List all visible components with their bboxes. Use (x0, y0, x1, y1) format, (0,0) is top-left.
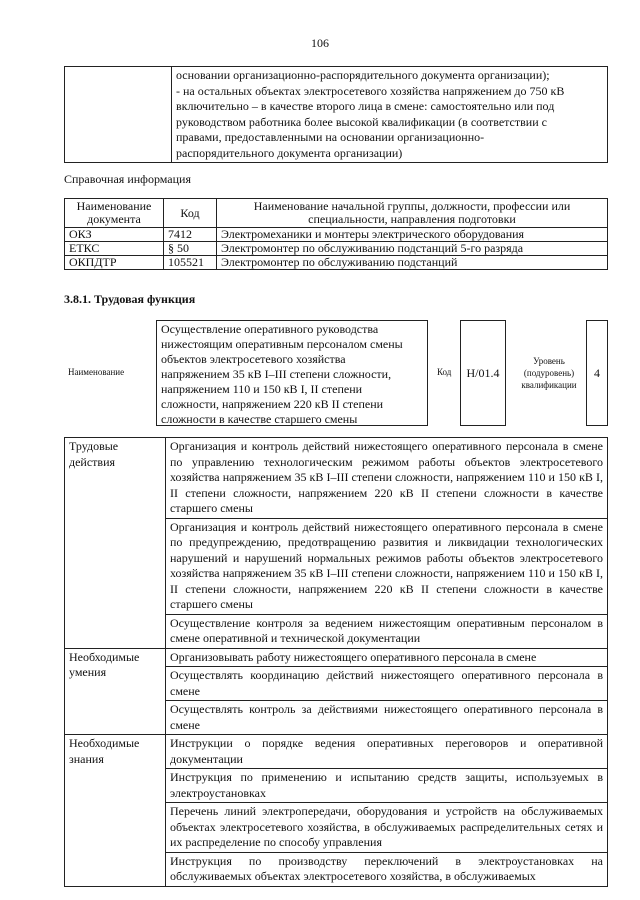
function-details-table (64, 437, 608, 887)
reference-name-cell: Электромонтер по обслуживанию подстанций (217, 256, 608, 270)
continuation-line: руководством работника более высокой квалификации (в соответствии с (176, 114, 547, 129)
action-item: Организация и контроль действий нижестоящего оперативного персонала в смене по управлению технологическим режимом работы объектов электросетевого хозяйства напряжением 35 кВ I–III степени сложности, напряжением 110 и 150 кВ I, II степени сложности, напряжением 220 кВ II степени сложности в качестве старшего смены (166, 438, 608, 519)
continuation-line: правами, предоставленными на основании организационно- (176, 130, 485, 144)
reference-header-row (65, 199, 608, 228)
knowledge-label: Необходимые знания (65, 735, 166, 887)
continuation-empty-cell (65, 67, 172, 163)
function-name-line: сложности в качестве старшего смены (161, 412, 358, 426)
section-title: 3.8.1. Трудовая функция (64, 292, 196, 306)
function-code-box: H/01.4 (460, 320, 506, 426)
table-row (65, 242, 608, 256)
action-item: Организация и контроль действий нижестоящего оперативного персонала в смене по предупреждению, предотвращению развития и ликвидации технологических нарушений и нарушений нормальных режимов работы объектов электросетевого хозяйства напряжением 35 кВ I–III степени сложности, напряжением 110 и 150 кВ I, II степени сложности, напряжением 220 кВ II степени сложности в качестве старшего смены (166, 518, 608, 614)
skill-item: Организовывать работу нижестоящего оперативного персонала в смене (166, 648, 608, 667)
reference-title: Справочная информация (64, 172, 191, 186)
function-name-line: Осуществление оперативного руководства (161, 322, 379, 336)
continuation-line: распорядительного документа организации) (176, 145, 403, 160)
table-row (65, 256, 608, 270)
function-code-label: Код (437, 367, 452, 377)
reference-table (64, 198, 608, 270)
reference-code-cell: 7412 (164, 228, 217, 242)
skill-item: Осуществлять контроль за действиями нижестоящего оперативного персонала в смене (166, 701, 608, 735)
page-number: 106 (311, 36, 329, 50)
continuation-text-cell (172, 67, 608, 163)
reference-code-cell: § 50 (164, 242, 217, 256)
reference-header-doc: Наименование документа (65, 199, 164, 228)
table-row (65, 648, 608, 667)
actions-label: Трудовые действия (65, 438, 166, 649)
knowledge-item: Перечень линий электропередачи, оборудования и устройств на обслуживаемых объектах электросетевого хозяйства, в обслуживаемых распределительных сетях и их распределение по способу управления (166, 803, 608, 853)
function-name-line: напряжением 35 кВ I–III степени сложности, (161, 367, 392, 381)
reference-doc-cell: ОКПДТР (65, 256, 164, 270)
continuation-table (64, 66, 608, 163)
reference-name-cell: Электромеханики и монтеры электрического оборудования (217, 228, 608, 242)
skills-label: Необходимые умения (65, 648, 166, 735)
reference-doc-cell: ОКЗ (65, 228, 164, 242)
function-name-line: нижестоящим оперативным персоналом смены (161, 337, 403, 351)
continuation-line: включительно – в качестве второго лица в смене: самостоятельно или под (176, 99, 555, 113)
qualification-level-box: 4 (586, 320, 608, 426)
function-name-box (156, 320, 428, 426)
reference-name-cell: Электромонтер по обслуживанию подстанций 5-го разряда (217, 242, 608, 256)
knowledge-item: Инструкция по производству переключений в электроустановках на обслуживаемых объектах электросетевого хозяйства, в обслуживаемых (166, 852, 608, 886)
qualification-level-label: Уровень (подуровень) квалификации (521, 356, 577, 390)
function-name-line: напряжением 110 и 150 кВ I, II степени (161, 382, 363, 396)
table-row (65, 735, 608, 769)
action-item: Осуществление контроля за ведением нижестоящим оперативным персоналом в смене оперативной и технической документации (166, 614, 608, 648)
function-name-line: сложности, напряжением 220 кВ II степени (161, 397, 384, 411)
reference-header-code: Код (164, 199, 217, 228)
reference-header-name: Наименование начальной группы, должности, профессии или специальности, направления подготовки (217, 199, 608, 228)
table-row (65, 438, 608, 519)
continuation-line: - на остальных объектах электросетевого хозяйства напряжением до 750 кВ (176, 83, 565, 98)
reference-code-cell: 105521 (164, 256, 217, 270)
knowledge-item: Инструкция по применению и испытанию средств защиты, используемых в электроустановках (166, 769, 608, 803)
table-row (65, 228, 608, 242)
reference-doc-cell: ЕТКС (65, 242, 164, 256)
function-name-line: объектов электросетевого хозяйства (161, 352, 346, 366)
skill-item: Осуществлять координацию действий нижестоящего оперативного персонала в смене (166, 667, 608, 701)
knowledge-item: Инструкции о порядке ведения оперативных переговоров и оперативной документации (166, 735, 608, 769)
function-name-label: Наименование (68, 367, 125, 377)
continuation-line: основании организационно-распорядительного документа организации); (176, 68, 550, 82)
